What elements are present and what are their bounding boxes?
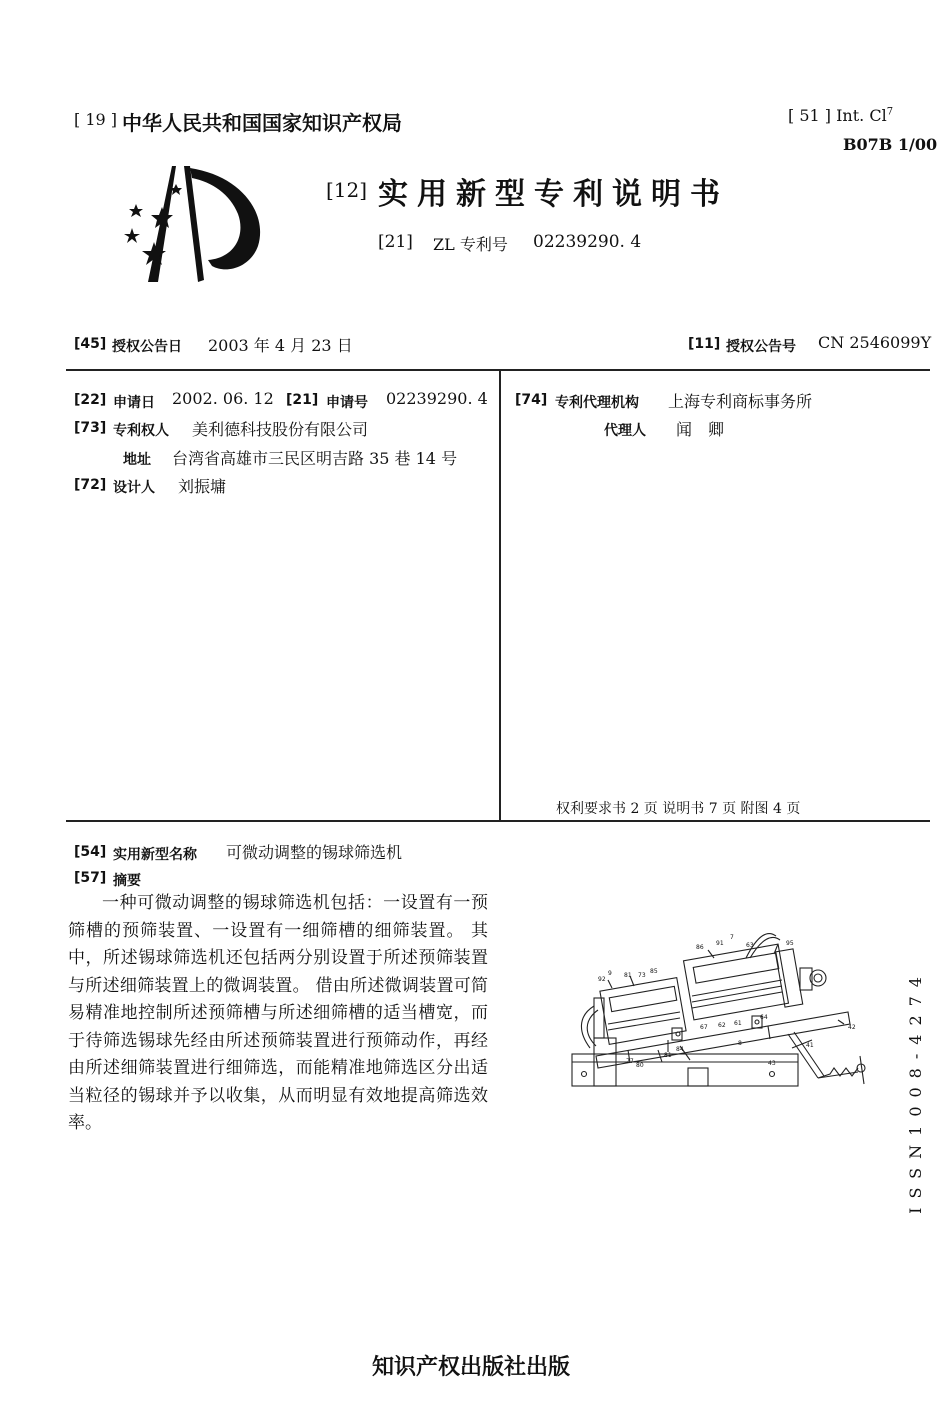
code-22: [22] <box>74 392 107 408</box>
figure-label: 95 <box>786 940 794 947</box>
application-number-label: 申请号 <box>326 395 368 411</box>
figure-label: 9 <box>608 970 612 977</box>
address-label: 地址 <box>123 452 151 468</box>
int-cl-label: [ 51 ] Int. Cl$^7$ <box>788 106 894 125</box>
figure-label: 91 <box>716 940 724 947</box>
grant-date-label: 授权公告日 <box>112 339 182 355</box>
filing-date-label: 申请日 <box>113 395 155 411</box>
code-54: [54] <box>74 844 107 860</box>
issn-vertical: ISSN1008-4274 <box>906 968 925 1214</box>
utility-model-name-value: 可微动调整的锡球筛选机 <box>226 843 403 862</box>
column-divider <box>499 371 501 821</box>
patentee-value: 美利德科技股份有限公司 <box>192 420 369 439</box>
figure-label: 41 <box>806 1042 814 1049</box>
code-21-top: [21] <box>378 232 413 252</box>
patentee-label: 专利权人 <box>113 423 169 439</box>
figure-label: 7 <box>730 934 734 941</box>
abstract-label: 摘要 <box>113 873 141 889</box>
zl-label: ZL 专利号 <box>433 235 508 254</box>
office-name: 中华人民共和国国家知识产权局 <box>122 111 402 135</box>
grant-number-label: 授权公告号 <box>726 339 796 355</box>
code-73: [73] <box>74 420 107 436</box>
utility-model-name-label: 实用新型名称 <box>113 847 197 863</box>
int-cl-value: B07B 1/00 <box>843 135 938 154</box>
agency-value: 上海专利商标事务所 <box>668 392 813 411</box>
publisher: 知识产权出版社出版 <box>372 1354 571 1380</box>
code-72: [72] <box>74 477 107 493</box>
figure-label: 86 <box>696 944 704 951</box>
designer-value: 刘振墉 <box>178 477 227 496</box>
figure-label: 67 <box>700 1024 708 1031</box>
designer-label: 设计人 <box>113 480 155 496</box>
document-type-title: 实用新型专利说明书 <box>378 177 729 212</box>
code-11: [11] <box>688 336 721 352</box>
code-21: [21] <box>286 392 319 408</box>
figure-label: 84 <box>676 1046 684 1053</box>
figure-label: 63 <box>746 942 754 949</box>
grant-date-value: 2003 年 4 月 23 日 <box>208 336 353 355</box>
figure-label: 64 <box>760 1014 768 1021</box>
figure-label: 42 <box>848 1024 856 1031</box>
page-count: 权利要求书 2 页 说明书 7 页 附图 4 页 <box>556 801 801 817</box>
figure-label: 73 <box>638 972 646 979</box>
figure-label: 61 <box>734 1020 742 1027</box>
agent-label: 代理人 <box>604 423 646 439</box>
figure-label: 81 <box>664 1052 672 1059</box>
agent-value: 闻 卿 <box>676 420 725 439</box>
address-value: 台湾省高雄市三民区明吉路 35 巷 14 号 <box>172 449 458 468</box>
application-number-value: 02239290. 4 <box>386 389 488 408</box>
agency-label: 专利代理机构 <box>555 395 639 411</box>
top-rule <box>66 369 930 371</box>
figure-label: 85 <box>650 968 658 975</box>
figure-label: 77 <box>626 1058 634 1065</box>
code-12: [12] <box>326 178 368 202</box>
middle-rule <box>66 820 930 822</box>
figure-label: 80 <box>636 1062 644 1069</box>
abstract-text: 一种可微动调整的锡球筛选机包括：一设置有一预筛槽的预筛装置、一设置有一细筛槽的细筛装置。 其中，所述锡球筛选机还包括两分别设置于所述预筛装置与所述细筛装置上的微调装置。 借由所述微调装置可简易精准地控制所述预筛槽与所述细筛槽的适当槽宽，而于待筛选锡球先经由所述预筛装置进行预筛动作，再经由所述细筛装置进行细筛选，而能精准地筛选区分出适当粒径的锡球并予以收集，从而明显有效地提高筛选效率。 <box>68 893 488 1133</box>
filing-date-value: 2002. 06. 12 <box>172 389 274 408</box>
cnipa-logo-icon <box>118 162 278 287</box>
figure-label: 92 <box>598 976 606 983</box>
code-45: [45] <box>74 336 107 352</box>
figure-label: 81 <box>624 972 632 979</box>
code-74: [74] <box>515 392 548 408</box>
code-57: [57] <box>74 870 107 886</box>
figure-label: 43 <box>768 1060 776 1067</box>
grant-number-value: CN 2546099Y <box>818 333 932 352</box>
figure-label: 62 <box>718 1022 726 1029</box>
figure-label: 8 <box>738 1040 742 1047</box>
zl-number: 02239290. 4 <box>533 232 642 252</box>
machine-drawing-figure <box>568 928 870 1098</box>
code-19: [ 19 ] <box>74 110 118 129</box>
